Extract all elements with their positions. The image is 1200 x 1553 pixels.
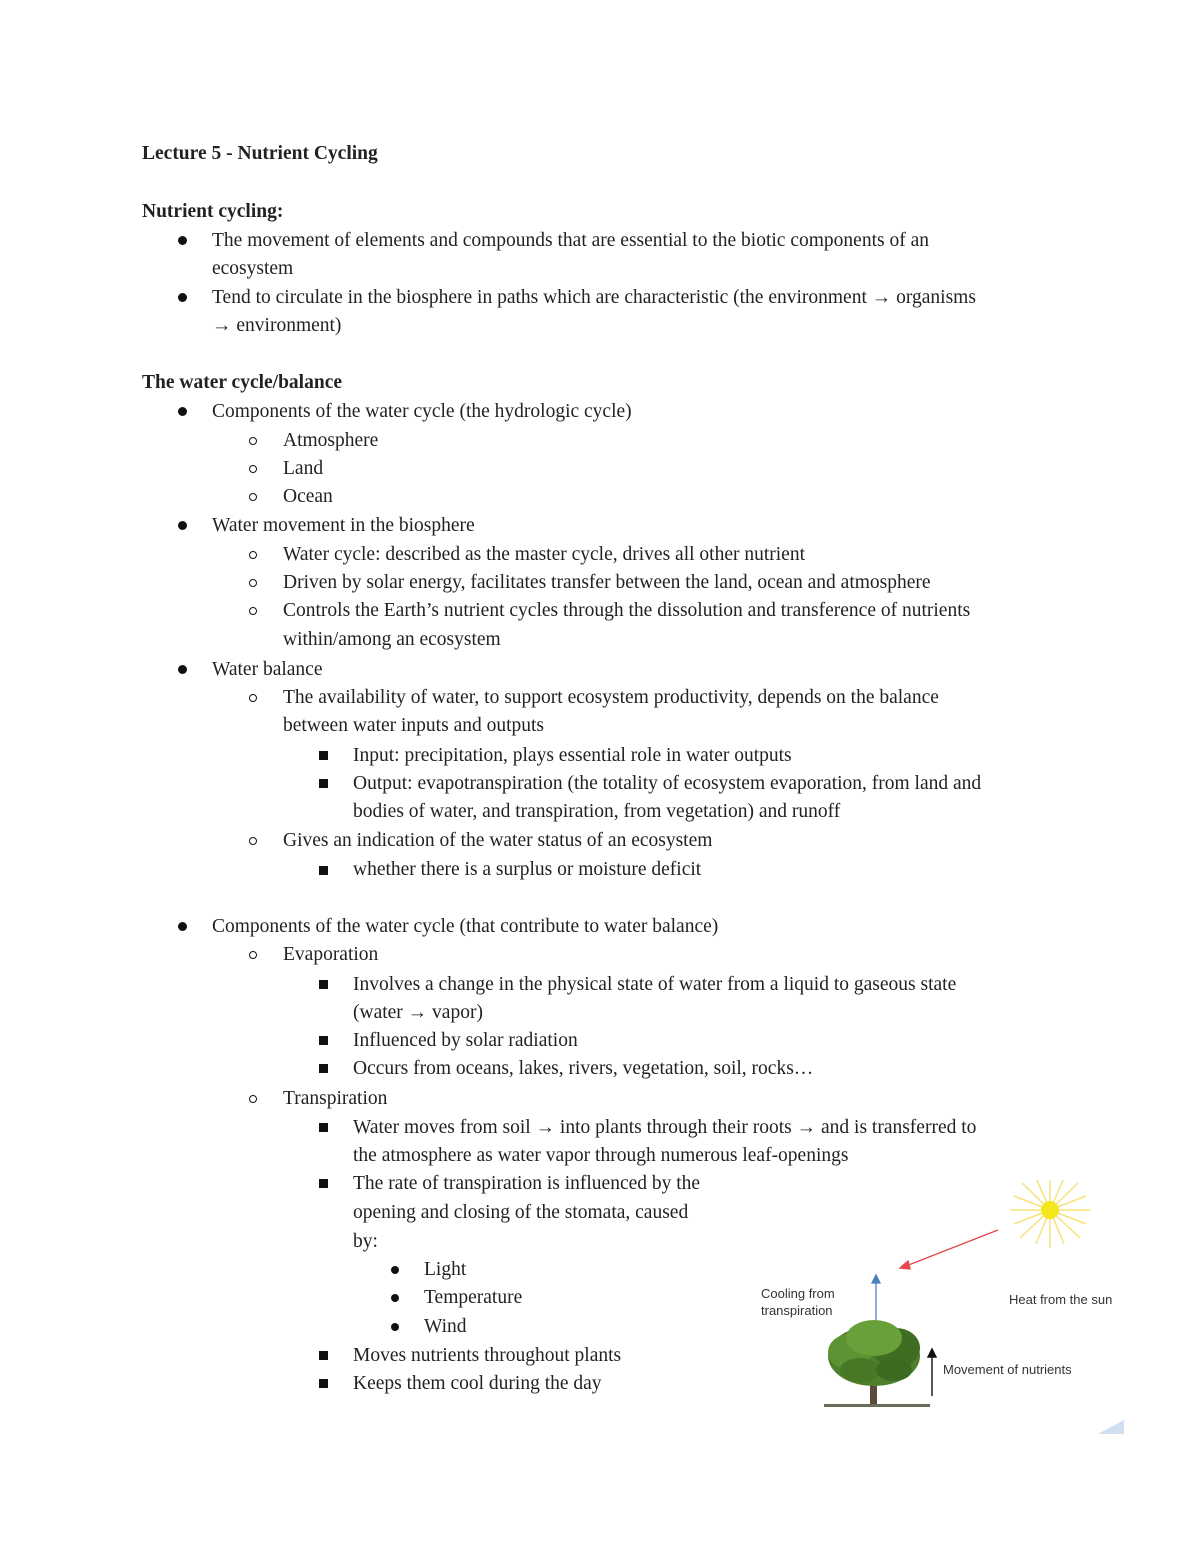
square-bullet-icon (319, 1036, 328, 1045)
list-item-text: within/among an ecosystem (283, 629, 501, 650)
square-bullet-icon (319, 1064, 328, 1073)
bullet-icon (178, 922, 187, 931)
list-item-text: Transpiration (283, 1088, 388, 1109)
list-item-text: Water movement in the biosphere (212, 515, 475, 536)
list-item-text: the atmosphere as water vapor through numerous leaf-openings (353, 1145, 849, 1166)
list-item-text: between water inputs and outputs (283, 715, 545, 736)
circle-bullet-icon (249, 1095, 257, 1103)
list-item-text: Keeps them cool during the day (353, 1373, 602, 1394)
section-heading-water-cycle: The water cycle/balance (142, 372, 343, 393)
list-item-text: Light (424, 1259, 467, 1280)
circle-bullet-icon (249, 493, 257, 501)
list-item-text: Evaporation (283, 944, 379, 965)
list-item-text: Water moves from soil → into plants through their roots → and is transferred to (353, 1117, 977, 1138)
corner-mark (1098, 1420, 1124, 1434)
nutrient-arrow (928, 1349, 936, 1396)
tree-icon (824, 1320, 930, 1407)
list-item-text: Influenced by solar radiation (353, 1030, 578, 1051)
sun-icon (1010, 1180, 1090, 1248)
square-bullet-icon (319, 980, 328, 989)
circle-bullet-icon (249, 837, 257, 845)
list-item-text: Water balance (212, 659, 323, 680)
list-item-text: Tend to circulate in the biosphere in paths which are characteristic (the environment → organisms (212, 287, 976, 308)
cooling-label-2: transpiration (761, 1303, 833, 1318)
heat-label: Heat from the sun (1009, 1292, 1113, 1307)
circle-bullet-icon (249, 465, 257, 473)
list-item-text: Input: precipitation, plays essential role in water outputs (353, 745, 792, 766)
document-title: Lecture 5 - Nutrient Cycling (142, 143, 378, 164)
list-item-text: Temperature (424, 1287, 523, 1308)
list-item-text: bodies of water, and transpiration, from vegetation) and runoff (353, 801, 841, 822)
bullet-icon (391, 1323, 399, 1331)
list-item-text: Atmosphere (283, 430, 379, 451)
square-bullet-icon (319, 1179, 328, 1188)
circle-bullet-icon (249, 551, 257, 559)
list-item-text: Water cycle: described as the master cycle, drives all other nutrient (283, 544, 805, 565)
bullet-icon (178, 293, 187, 302)
list-item-text: Driven by solar energy, facilitates transfer between the land, ocean and atmosphere (283, 572, 931, 593)
square-bullet-icon (319, 1351, 328, 1360)
section-heading-nutrient-cycling: Nutrient cycling: (142, 201, 284, 222)
list-item-text: Involves a change in the physical state of water from a liquid to gaseous state (353, 974, 957, 995)
bullet-icon (391, 1266, 399, 1274)
bullet-icon (178, 521, 187, 530)
cooling-arrow (872, 1275, 880, 1322)
nutrients-label: Movement of nutrients (943, 1362, 1072, 1377)
list-item-text: by: (353, 1231, 378, 1252)
bullet-icon (391, 1294, 399, 1302)
circle-bullet-icon (249, 607, 257, 615)
list-item-text: Output: evapotranspiration (the totality of ecosystem evaporation, from land and (353, 773, 982, 794)
list-item-text: Ocean (283, 486, 333, 507)
square-bullet-icon (319, 1379, 328, 1388)
bullet-icon (178, 407, 187, 416)
list-item-text: whether there is a surplus or moisture deficit (353, 859, 702, 880)
list-item-text: The availability of water, to support ecosystem productivity, depends on the balance (283, 687, 939, 708)
list-item-text: (water → vapor) (353, 1002, 483, 1023)
list-item-text: Components of the water cycle (the hydrologic cycle) (212, 401, 632, 422)
list-item-text: The movement of elements and compounds that are essential to the biotic components of an (212, 230, 929, 251)
circle-bullet-icon (249, 694, 257, 702)
square-bullet-icon (319, 866, 328, 875)
transpiration-figure (750, 1180, 1130, 1440)
list-item-text: → environment) (212, 315, 342, 336)
circle-bullet-icon (249, 951, 257, 959)
list-item-text: Occurs from oceans, lakes, rivers, vegetation, soil, rocks… (353, 1058, 814, 1079)
list-item-text: The rate of transpiration is influenced by the (353, 1173, 701, 1194)
list-item-text: Gives an indication of the water status of an ecosystem (283, 830, 713, 851)
cooling-label: Cooling from (761, 1286, 835, 1301)
circle-bullet-icon (249, 437, 257, 445)
bullet-icon (178, 236, 187, 245)
bullet-icon (178, 665, 187, 674)
list-item-text: opening and closing of the stomata, caused (353, 1202, 689, 1223)
list-item-text: Wind (424, 1316, 467, 1337)
list-item-text: Land (283, 458, 324, 479)
square-bullet-icon (319, 779, 328, 788)
square-bullet-icon (319, 751, 328, 760)
list-item-text: Controls the Earth’s nutrient cycles through the dissolution and transference of nutrients (283, 600, 971, 621)
list-item-text: Moves nutrients throughout plants (353, 1345, 622, 1366)
list-item-text: Components of the water cycle (that contribute to water balance) (212, 916, 719, 937)
square-bullet-icon (319, 1123, 328, 1132)
heat-arrow (900, 1230, 998, 1269)
list-item-text: ecosystem (212, 258, 294, 279)
circle-bullet-icon (249, 579, 257, 587)
